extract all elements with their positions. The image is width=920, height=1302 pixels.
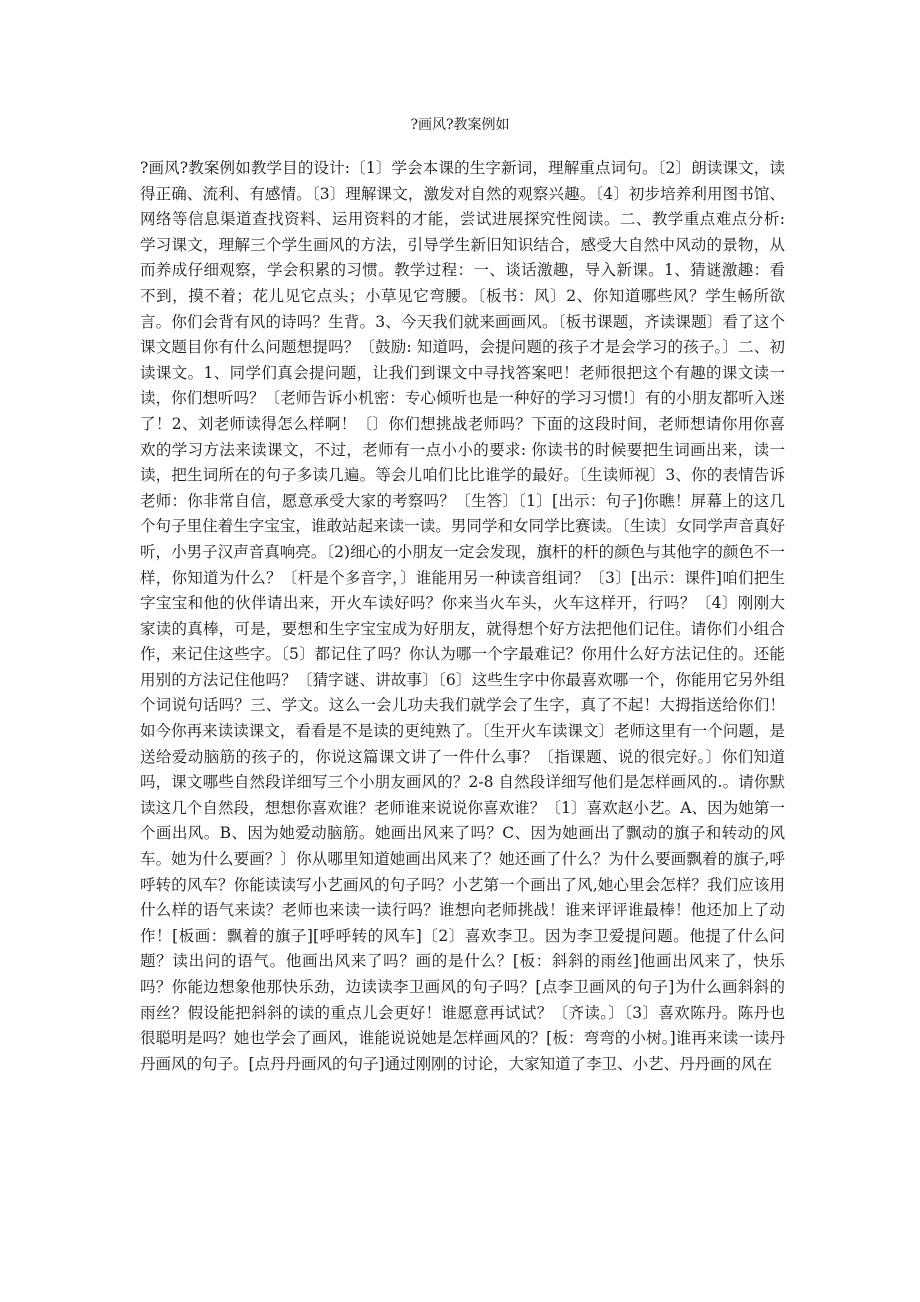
document-body-paragraph: ?画风?教案例如教学目的设计:〔1〕学会本课的生字新词，理解重点词句。〔2〕朗读课文，读得正确、流利、有感情。〔3〕理解课文，激发对自然的观察兴趣。〔4〕初步培养利用图书馆、网络等信息渠道查找资料、运用资料的才能，尝试进展探究性阅读。二、教学重点难点分析: 学习课文，理解三个学生画风的方法，引导学生新旧知识结合，感受大自然中风动的景物，从而养成仔细观察，学会积累的习惯。教学过程：一、谈话激趣，导入新课。1、猜谜激趣：看不到，摸不着；花儿见它点头；小草见它弯腰。〔板书：风〕2、你知道哪些风？学生畅所欲言。你们会背有风的诗吗？生背。3、今天我们就来画画风。〔板书课题，齐读课题〕看了这个课文题目你有什么问题想提吗？〔鼓励: 知道吗，会提问题的孩子才是会学习的孩子。〕二、初读课文。1、同学们真会提问题，让我们到课文中寻找答案吧！老师很把这个有趣的课文读一读，你们想听吗？〔老师告诉小机密：专心倾听也是一种好的学习习惯!〕有的小朋友都听入迷了！2、刘老师读得怎么样啊！〔〕你们想挑战老师吗？下面的这段时间，老师想请你用你喜欢的学习方法来读课文，不过，老师有一点小小的要求: 你读书的时候要把生词画出来，读一读，把生词所在的句子多读几遍。等会儿咱们比比谁学的最好。〔生读师视〕3、你的表情告诉老师：你非常自信，愿意承受大家的考察吗？〔生答〕〔1〕[出示：句子]你瞧！屏幕上的这几个句子里住着生字宝宝，谁敢站起来读一读。男同学和女同学比赛读。〔生读〕女同学声音真好听，小男子汉声音真响亮。〔2)细心的小朋友一定会发现，旗杆的杆的颜色与其他字的颜色不一样，你知道为什么？〔杆是个多音字，〕谁能用另一种读音组词？〔3〕[出示：课件]咱们把生字宝宝和他的伙伴请出来，开火车读好吗？你来当火车头，火车这样开，行吗？〔4〕刚刚大家读的真棒，可是，要想和生字宝宝成为好朋友，就得想个好方法把他们记住。请你们小组合作，来记住这些字。〔5〕都记住了吗？你认为哪一个字最难记？你用什么好方法记住的。还能用别的方法记住他吗？〔猜字谜、讲故事〕〔6〕这些生字中你最喜欢哪一个，你能用它另外组个词说句话吗？三、学文。这么一会儿功夫我们就学会了生字，真了不起！大拇指送给你们！如今你再来读读课文，看看是不是读的更纯熟了。〔生开火车读课文〕老师这里有一个问题，是送给爱动脑筋的孩子的，你说这篇课文讲了一件什么事？〔指课题、说的很完好。〕你们知道吗，课文哪些自然段详细写三个小朋友画风的？2-8 自然段详细写他们是怎样画风的.。请你默读这几个自然段，想想你喜欢谁？老师谁来说说你喜欢谁？〔1〕喜欢赵小艺。A、因为她第一个画出风。B、因为她爱动脑筋。她画出风来了吗？C、因为她画出了飘动的旗子和转动的风车。她为什么要画？〕你从哪里知道她画出风来了？她还画了什么？为什么要画飘着的旗子,呼呼转的风车？你能读读写小艺画风的句子吗？小艺第一个画出了风,她心里会怎样？我们应该用什么样的语气来读？老师也来读一读行吗？谁想向老师挑战！谁来评评谁最棒！他还加上了动作！[板画：飘着的旗子][呼呼转的风车]〔2〕喜欢李卫。因为李卫爱提问题。他提了什么问题？读出问的语气。他画出风来了吗？画的是什么？[板：斜斜的雨丝]他画出风来了，快乐吗？你能边想象他那快乐劲，边读读李卫画风的句子吗？[点李卫画风的句子]为什么画斜斜的雨丝？假设能把斜斜的读的重点儿会更好！谁愿意再试试？〔齐读。〕〔3〕喜欢陈丹。陈丹也很聪明是吗？她也学会了画风，谁能说说她是怎样画风的？[板：弯弯的小树。]谁再来读一读丹丹画风的句子。[点丹丹画风的句子]通过刚刚的讨论，大家知道了李卫、小艺、丹丹画的风在 bbox=[140, 159, 785, 1073]
document-title: ?画风?教案例如 bbox=[410, 117, 510, 133]
